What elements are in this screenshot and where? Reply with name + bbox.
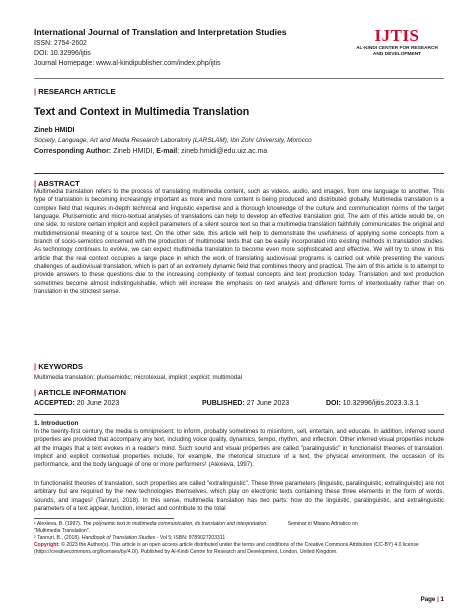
- published-label: PUBLISHED:: [202, 400, 245, 407]
- author-name: Zineb HMIDI: [34, 127, 75, 134]
- article-doi: [326, 400, 419, 407]
- footnote-divider: [34, 518, 174, 519]
- footnote-1-title: The polysemic text in multimedia communication, its translation and interpretation.: [82, 521, 268, 527]
- keywords-list: Multimedia translation; plurisemiotic; microtexual, implicit ;explicit; multimodal: [34, 374, 242, 381]
- copyright-text: © 2023 the Author(s). This article is an open access article distributed under the terms and conditions of the Creative Commons Attribution (CC-BY) 4.0 license (https://creativecommons.org/licenses/by/4.0/). Published by Al-Kindi Centre for Research and Development, London, United Kingdom.: [34, 541, 419, 555]
- introduction-paragraph-2: In functionalist theories of translation, such properties are called "extralinguistic". These three parameters (linguistic, paralinguistic, extralinguistic) are not arbitrary but are required by the new technologies themselves, which play on electronic texts containing these three elements in the form of words, sounds, and images² (Tannuri, 2018). In this sense, multimedia translation has two parts: how do the linguistic, paralinguistic, and extralinguistic parameters of a text appear, function, interact and contribute to the total: [34, 481, 444, 513]
- abstract-body: Multimedia translation refers to the process of translating multimedia content, such as videos, audio, and images, from one language to another. This type of translation is becoming increasingly important as more and more content is being produced and distributed globally. Multimedia translation is a complex field that requires in-depth technical and linguistic expertise and a thorough knowledge of the culture and communication norms of the target language. Plurisemiotic and micro-textual analyses of translations can help to develop an effective translation grid. The aim of this article would be, on one side, to restore certain implicit and explicit parameters of a silent source text so that a multimedia translation faithfully communicates the original and multidimensional meaning of a source text. On the other side, this article will help to demonstrate the usefulness of applying some concepts from a branch of socio-semiotics concerned with the production of multimodal texts that can be easily incorporated into existing methods in translation studies. As technology continues to evolve, we can expect multimedia translation to become even more sophisticated and effective. We will try to show in this article that the real context occupies a large place in which the work of translating audiovisual programs is carried out while presenting the various challenges of audiovisual translation, which is part of an extremely dynamic field that combines theory and practical. The aim of this article is to attempt to provide answers to these questions due to the increasing complexity of textual concepts and text production today. Translation and text production sometimes become almost indistinguishable, which will increase the emphasis on text analysis and different forms of intertextuality rather than on translation in the strictest sense.: [34, 189, 444, 296]
- article-info-heading-text: ARTICLE INFORMATION: [37, 388, 126, 397]
- footnote-2-pre: ² Tannuri, B., (2018).: [34, 534, 82, 541]
- footnote-1-continued: "Multimedia Translation".: [34, 527, 90, 534]
- paper-title: Text and Context in Multimedia Translation: [34, 106, 250, 118]
- abstract-top-divider: [34, 173, 444, 174]
- doi-value[interactable]: 10.32996/ijtis.2023.3.3.1: [340, 400, 420, 407]
- corresponding-author: [34, 148, 267, 155]
- email-label: E-mail: [156, 148, 178, 155]
- journal-homepage[interactable]: Journal Homepage: www.al-kindipublisher.com/index.php/ijtis: [34, 60, 221, 67]
- copyright-notice: [34, 542, 444, 556]
- corresponding-label: Corresponding Author:: [34, 148, 112, 155]
- accepted-value: 20 June 2023: [74, 400, 120, 407]
- abstract-heading-text: ABSTRACT: [37, 179, 80, 188]
- page-number: [421, 596, 444, 603]
- logo-word: IJTIS: [374, 26, 420, 45]
- corresponding-name: Zineb HMIDI,: [111, 148, 157, 155]
- keywords-heading-text: KEYWORDS: [38, 362, 83, 371]
- footnote-2-title: Handbook of Translation Studies: [81, 534, 156, 541]
- footnote-1: [34, 521, 444, 528]
- footnote-1-right: Seminar in Misano Adriatico on: [287, 521, 358, 527]
- abstract-heading: [34, 179, 80, 188]
- footnote-1-pre: ¹ Alexieva, B. (1997).: [34, 521, 83, 527]
- info-bottom-divider: [34, 414, 444, 415]
- header-divider: [34, 78, 444, 79]
- journal-title: International Journal of Translation and Interpretation Studies: [34, 27, 287, 37]
- keywords-bar: |: [34, 362, 37, 371]
- page-separator: |: [435, 596, 441, 603]
- logo-subtitle-line2: AND DEVELOPMENT: [372, 52, 422, 57]
- doi-label: DOI:: [326, 400, 341, 407]
- article-type-label: RESEARCH ARTICLE: [38, 87, 116, 96]
- published-value: 27 June 2023: [244, 400, 290, 407]
- copyright-label: Copyright:: [34, 541, 60, 548]
- logo-subtitle-line1: AL-KINDI CENTER FOR RESEARCH: [356, 46, 438, 51]
- corresponding-email[interactable]: : zineb.hmidi@edu.uiz.ac.ma: [177, 148, 268, 155]
- accepted-label: ACCEPTED:: [34, 400, 75, 407]
- published-date: [202, 400, 289, 407]
- footnote-2: [34, 535, 444, 542]
- article-type: [34, 87, 116, 96]
- journal-doi: DOI: 10.32996/ijtis: [34, 50, 91, 57]
- footnote-2-post: - Vol 5; ISBN: 9789027203311: [155, 534, 226, 541]
- journal-logo: [352, 28, 442, 58]
- abstract-bar: |: [34, 179, 37, 188]
- footnotes: [34, 521, 444, 556]
- article-info-heading: [34, 388, 126, 397]
- introduction-heading: 1. Introduction: [34, 420, 79, 427]
- page-number-value: 1: [440, 596, 444, 603]
- journal-issn: ISSN: 2754-2602: [34, 40, 87, 47]
- keywords-heading: [34, 362, 83, 371]
- accepted-date: [34, 400, 119, 407]
- article-info-bar: |: [34, 388, 37, 397]
- introduction-paragraph-1: In the twenty-first century, the media is omnipresent: to inform, probably sometimes to misinform, sell, entertain, and educate. In addition, inferred sound properties are provided that accompany any text, including voice quality, dynamics, tempo, rhythm, and inflection. Other inferred visual properties include all the images that a text evokes in a reader's mind. Such sound and visual properties are called "paralinguistic" in functionalist theories of translation. Implicit and explicit contextual properties include, for example, the rhetorical structure of a text, the physical environment, the occasion of its performance, and the body language of one or more performers¹ (Alexieva, 1997).: [34, 429, 444, 469]
- author-affiliation: Society, Language, Art and Media Research Laboratory (LARSLAM), Ibn Zohr University, Morocco: [34, 137, 312, 144]
- article-type-bar: |: [34, 87, 37, 96]
- page-label: Page: [420, 596, 436, 603]
